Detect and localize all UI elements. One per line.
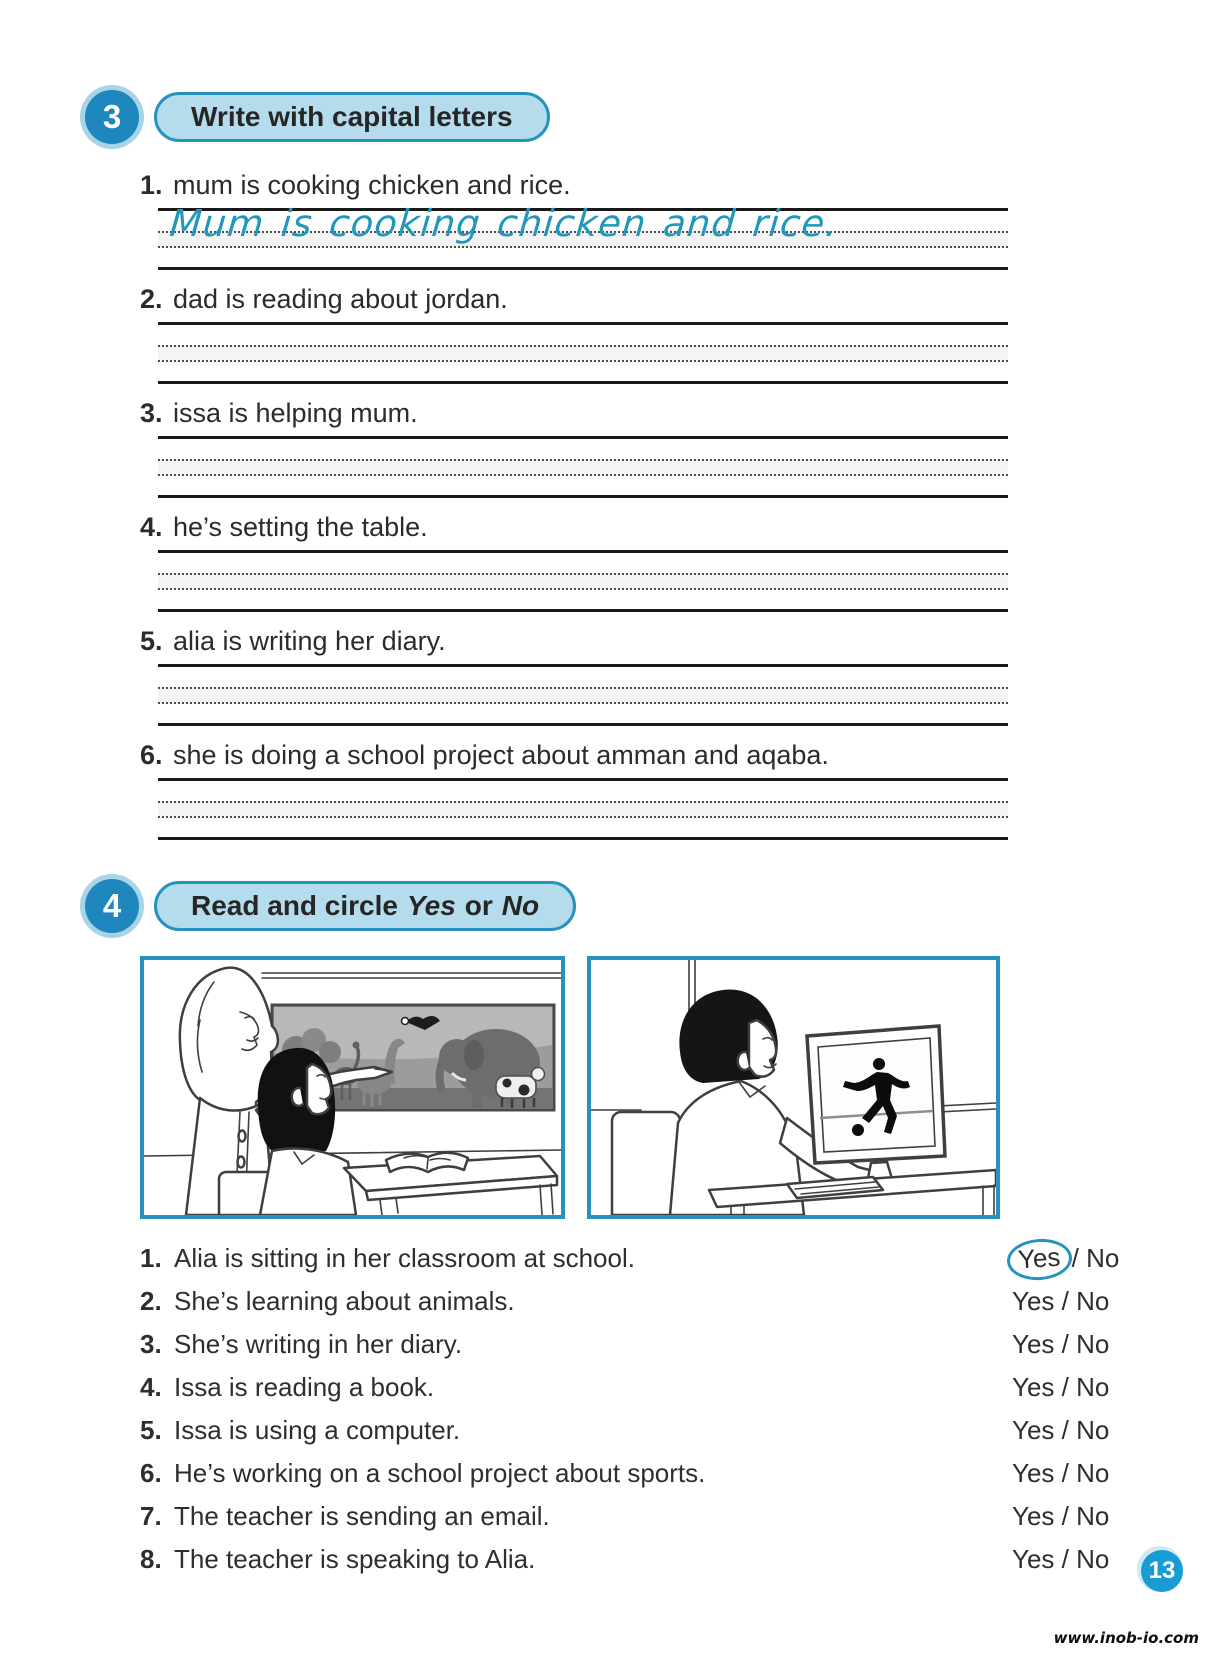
yes-no-options xyxy=(1012,1503,1132,1529)
exercise4-title-yes: Yes xyxy=(406,890,456,921)
dotted-guide-band xyxy=(158,345,1008,362)
answer-lines[interactable] xyxy=(158,550,1008,612)
question-number: 5. xyxy=(140,1415,162,1445)
question-number: 7. xyxy=(140,1501,162,1531)
exercise3-title: Write with capital letters xyxy=(191,101,513,132)
yes-no-options xyxy=(1012,1417,1132,1443)
question-row xyxy=(140,1417,1132,1443)
item-text: alia is writing her diary. xyxy=(173,626,446,656)
option-separator: / xyxy=(1061,1544,1069,1574)
write-item xyxy=(140,283,1020,384)
answer-lines[interactable] xyxy=(158,322,1008,384)
option-separator: / xyxy=(1061,1501,1069,1531)
exercise4-title-pill xyxy=(154,881,576,931)
exercise4-number-badge xyxy=(80,874,144,938)
exercise3-number: 3 xyxy=(85,90,139,144)
exercise4-title-or: or xyxy=(464,890,493,921)
yes-no-questions xyxy=(140,1241,1132,1574)
handwritten-answer: Mum is cooking chicken and rice. xyxy=(168,202,840,245)
answer-lines[interactable] xyxy=(158,436,1008,498)
yes-no-options xyxy=(1012,1331,1132,1357)
item-number: 2. xyxy=(140,284,163,314)
exercise-3 xyxy=(80,85,1140,840)
no-option[interactable]: No xyxy=(1076,1501,1110,1531)
desk-with-book xyxy=(344,1153,557,1215)
question-text: He’s working on a school project about sports. xyxy=(174,1458,706,1488)
exercise3-header xyxy=(80,85,1140,149)
yes-option[interactable]: Yes xyxy=(1012,1372,1055,1402)
question-text: The teacher is sending an email. xyxy=(174,1501,550,1531)
question-row xyxy=(140,1460,1132,1486)
exercise4-header xyxy=(80,874,1140,938)
no-option[interactable]: No xyxy=(1076,1458,1110,1488)
option-separator: / xyxy=(1061,1286,1069,1316)
item-sentence xyxy=(140,169,1020,202)
question-row xyxy=(140,1288,1132,1314)
website-watermark: www.inob-io.com xyxy=(1053,1629,1199,1647)
yes-option[interactable]: Yes xyxy=(1012,1458,1055,1488)
option-separator: / xyxy=(1061,1329,1069,1359)
exercise3-number-badge xyxy=(80,85,144,149)
question-text: Issa is reading a book. xyxy=(174,1372,435,1402)
answer-lines[interactable] xyxy=(158,778,1008,840)
dotted-guide-band xyxy=(158,687,1008,704)
dotted-guide-band xyxy=(158,801,1008,818)
scene-illustrations xyxy=(140,956,1140,1219)
question-number: 3. xyxy=(140,1329,162,1359)
item-sentence xyxy=(140,511,1020,544)
computer-monitor xyxy=(807,1026,945,1183)
exercise4-title-no: No xyxy=(501,890,540,921)
exercise4-title-prefix: Read and circle xyxy=(191,890,398,921)
question-number: 2. xyxy=(140,1286,162,1316)
item-sentence xyxy=(140,283,1020,316)
item-number: 4. xyxy=(140,512,163,542)
no-option[interactable]: No xyxy=(1076,1544,1110,1574)
question-number: 6. xyxy=(140,1458,162,1488)
question-text: She’s writing in her diary. xyxy=(174,1329,463,1359)
yes-no-options xyxy=(1012,1546,1132,1572)
item-number: 1. xyxy=(140,170,163,200)
exercise-4 xyxy=(80,874,1140,1572)
write-item xyxy=(140,397,1020,498)
no-option[interactable]: No xyxy=(1076,1329,1110,1359)
question-row xyxy=(140,1331,1132,1357)
question-text: The teacher is speaking to Alia. xyxy=(174,1544,536,1574)
question-number: 1. xyxy=(140,1243,162,1273)
question-number: 4. xyxy=(140,1372,162,1402)
question-row xyxy=(140,1241,1132,1275)
classroom-illustration xyxy=(140,956,565,1219)
yes-option[interactable]: Yes xyxy=(1012,1329,1055,1359)
yes-option[interactable]: Yes xyxy=(1012,1544,1055,1574)
yes-no-options xyxy=(1012,1374,1132,1400)
item-sentence xyxy=(140,397,1020,430)
yes-option-circled[interactable]: Yes xyxy=(1006,1237,1074,1282)
no-option[interactable]: No xyxy=(1076,1415,1110,1445)
item-sentence xyxy=(140,625,1020,658)
yes-option[interactable]: Yes xyxy=(1012,1286,1055,1316)
no-option[interactable]: No xyxy=(1076,1286,1110,1316)
no-option[interactable]: No xyxy=(1076,1372,1110,1402)
item-text: mum is cooking chicken and rice. xyxy=(173,170,571,200)
option-separator: / xyxy=(1061,1372,1069,1402)
question-text: Issa is using a computer. xyxy=(174,1415,461,1445)
question-text: She’s learning about animals. xyxy=(174,1286,515,1316)
computer-illustration xyxy=(587,956,1000,1219)
exercise3-title-pill xyxy=(154,92,550,142)
item-text: dad is reading about jordan. xyxy=(173,284,508,314)
exercise4-number: 4 xyxy=(85,879,139,933)
yes-no-options xyxy=(1012,1241,1132,1275)
item-number: 6. xyxy=(140,740,163,770)
write-item xyxy=(140,511,1020,612)
yes-no-options xyxy=(1012,1288,1132,1314)
option-separator: / xyxy=(1061,1458,1069,1488)
write-item xyxy=(140,739,1020,840)
yes-no-options xyxy=(1012,1460,1132,1486)
item-sentence xyxy=(140,739,1020,772)
option-separator: / xyxy=(1061,1415,1069,1445)
question-text: Alia is sitting in her classroom at school. xyxy=(174,1243,635,1273)
yes-option[interactable]: Yes xyxy=(1012,1415,1055,1445)
question-row xyxy=(140,1546,1132,1572)
yes-option[interactable]: Yes xyxy=(1012,1501,1055,1531)
page-number-badge: 13 xyxy=(1141,1550,1183,1592)
item-text: issa is helping mum. xyxy=(173,398,418,428)
dotted-guide-band xyxy=(158,459,1008,476)
answer-lines[interactable] xyxy=(158,664,1008,726)
computer-scene-svg xyxy=(591,960,996,1215)
option-separator: / xyxy=(1071,1243,1079,1273)
item-text: he’s setting the table. xyxy=(173,512,428,542)
question-row xyxy=(140,1503,1132,1529)
write-items xyxy=(140,169,1020,840)
write-item xyxy=(140,169,1020,270)
item-number: 5. xyxy=(140,626,163,656)
item-number: 3. xyxy=(140,398,163,428)
chair-back xyxy=(612,1112,680,1215)
answer-lines[interactable] xyxy=(158,202,1008,270)
no-option[interactable]: No xyxy=(1086,1243,1120,1273)
write-item xyxy=(140,625,1020,726)
classroom-scene-svg xyxy=(144,960,561,1215)
item-text: she is doing a school project about amman and aqaba. xyxy=(173,740,829,770)
question-row xyxy=(140,1374,1132,1400)
question-number: 8. xyxy=(140,1544,162,1574)
dotted-guide-band xyxy=(158,573,1008,590)
